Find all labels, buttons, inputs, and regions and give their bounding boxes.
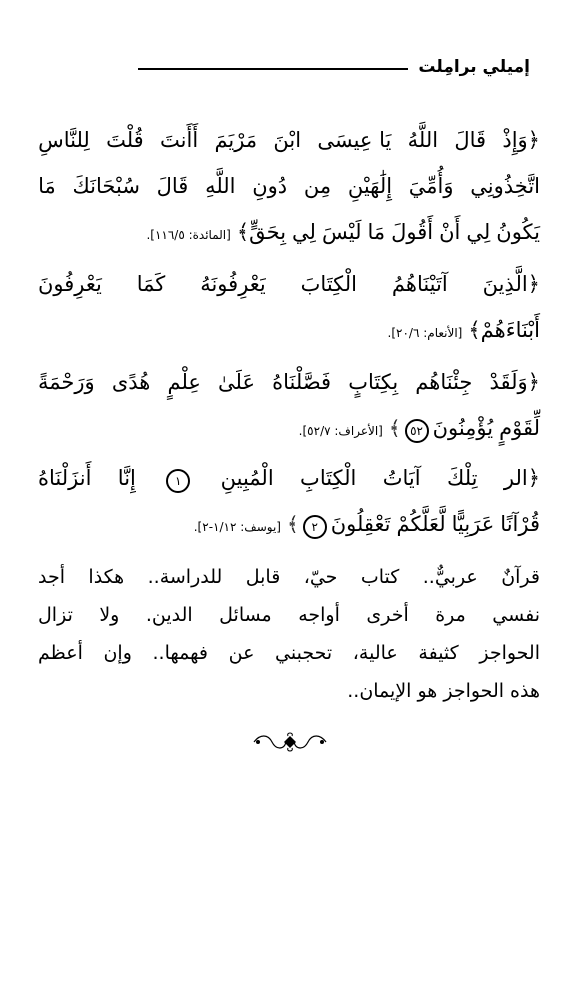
verse-line: [38, 416, 540, 462]
verse-word: آتَيْنَاهُمُ: [391, 272, 448, 296]
verse-word: وَرَحْمَةً: [38, 370, 95, 394]
verse-line: [38, 370, 540, 416]
verse-word: قَالَ: [454, 128, 487, 152]
verse-line: [38, 318, 540, 364]
verse-line: [38, 128, 540, 174]
verse-word: جِئْنَاهُم: [415, 370, 473, 394]
verse-word: قَالَ: [156, 174, 189, 198]
verse-word: تَعْقِلُونَ: [330, 512, 391, 536]
closing-bracket: ﴾: [286, 512, 299, 536]
verse-word: إِنَّا: [117, 466, 136, 490]
verse-word: كَمَا: [136, 272, 166, 296]
verse-word: إِلَٰهَيْنِ: [347, 174, 393, 198]
page-header: [138, 52, 530, 82]
verse-word: بِكِتَابٍ: [348, 370, 399, 394]
verse-word: الْكِتَابِ: [300, 466, 357, 490]
verse-word: بِحَقٍّ﴾: [236, 220, 287, 244]
verse-line: [38, 512, 540, 558]
verse-word: يَا عِيسَى: [317, 128, 392, 152]
verse-word: اللَّهِ: [205, 174, 236, 198]
verse-word: ﴿وَإِذْ: [502, 128, 540, 152]
verse-word: لَّعَلَّكُمْ: [396, 512, 446, 536]
verse-word: الْمُبِينِ: [220, 466, 274, 490]
verse-word: عَرَبِيًّا: [451, 512, 495, 536]
verse-word: لَيْسَ: [321, 220, 362, 244]
verse-word: ﴿الر: [503, 466, 540, 490]
quran-verse-yusuf: [38, 466, 540, 558]
verse-word: عَلَىٰ: [218, 370, 256, 394]
verse-word: أَقُولَ: [391, 220, 434, 244]
body-paragraph: [38, 558, 540, 710]
verse-reference: [الأعراف: ٥٢/٧].: [298, 424, 383, 438]
verse-word: قُرْآنًا: [500, 512, 540, 536]
verse-line: [38, 272, 540, 318]
verse-word: فَصَّلْنَاهُ: [272, 370, 332, 394]
ayah-number-marker: ٢: [303, 515, 327, 539]
verse-word: مَرْيَمَ: [214, 128, 258, 152]
verse-word: الْكِتَابَ: [300, 272, 357, 296]
verse-word: مِن: [303, 174, 332, 198]
verse-word: يَعْرِفُونَ: [38, 272, 102, 296]
verse-word: هُدًى: [111, 370, 151, 394]
ayah-number-marker: ١: [166, 469, 190, 493]
paragraph-line: قرآنٌ عربيٌّ.. كتاب حيّ، قابل للدراسة.. هكذا أجد: [38, 566, 540, 588]
header-rule: [138, 68, 408, 70]
paragraph-line: هذه الحواجز هو الإيمان..: [347, 680, 540, 702]
verse-word: ﴿وَلَقَدْ: [489, 370, 540, 394]
verse-word: سُبْحَانَكَ: [72, 174, 140, 198]
verse-word: وَأُمِّيَ: [408, 174, 454, 198]
verse-line: [38, 220, 540, 266]
verse-word: قُلْتَ: [106, 128, 144, 152]
closing-bracket: ﴾: [388, 416, 401, 440]
verse-word: يَعْرِفُونَهُ: [200, 272, 266, 296]
verse-word: اللَّهُ: [407, 128, 439, 152]
running-header-author: إميلي برامِلت: [418, 57, 530, 77]
verse-word: تِلْكَ: [447, 466, 478, 490]
verse-line: [38, 466, 540, 512]
verse-line: [38, 174, 540, 220]
verse-word: آيَاتُ: [382, 466, 421, 490]
verse-word: يُؤْمِنُونَ: [432, 416, 494, 440]
verse-word: أَأَنتَ: [160, 128, 199, 152]
verse-word: لِي: [466, 220, 491, 244]
verse-reference: [يوسف: ١/١٢-٢].: [193, 520, 281, 534]
quran-verse-maidah: [38, 128, 540, 266]
verse-word: يَكُونُ: [496, 220, 540, 244]
paragraph-line: نفسي مرة أخرى أواجه مسائل الدين. ولا تزال: [38, 604, 540, 626]
verse-word: ﴿الَّذِينَ: [482, 272, 540, 296]
verse-word: أَنْ: [439, 220, 461, 244]
verse-word: ابْنَ: [273, 128, 302, 152]
verse-word: أَبْنَاءَهُمْ﴾: [468, 318, 540, 342]
verse-word: دُونِ: [252, 174, 288, 198]
verse-word: لِي: [292, 220, 316, 244]
verse-word: لِلنَّاسِ: [38, 128, 90, 152]
ornament-divider-icon: [250, 730, 330, 754]
quran-verse-anam: [38, 272, 540, 364]
ayah-number-marker: ٥٢: [405, 419, 429, 443]
verse-word: أَنزَلْنَاهُ: [38, 466, 92, 490]
paragraph-line: الحواجز كثيفة عالية، تحجبني عن فهمها.. وإن أعظم: [38, 642, 540, 664]
quran-verse-araf: [38, 370, 540, 462]
verse-word: مَا: [38, 174, 56, 198]
verse-word: اتَّخِذُونِي: [470, 174, 540, 198]
verse-word: لِّقَوْمٍ: [499, 416, 540, 440]
verse-reference: [المائدة: ١١٦/٥].: [146, 228, 231, 242]
verse-reference: [الأنعام: ٢٠/٦].: [387, 326, 463, 340]
verse-word: عِلْمٍ: [167, 370, 201, 394]
verse-word: مَا: [367, 220, 386, 244]
